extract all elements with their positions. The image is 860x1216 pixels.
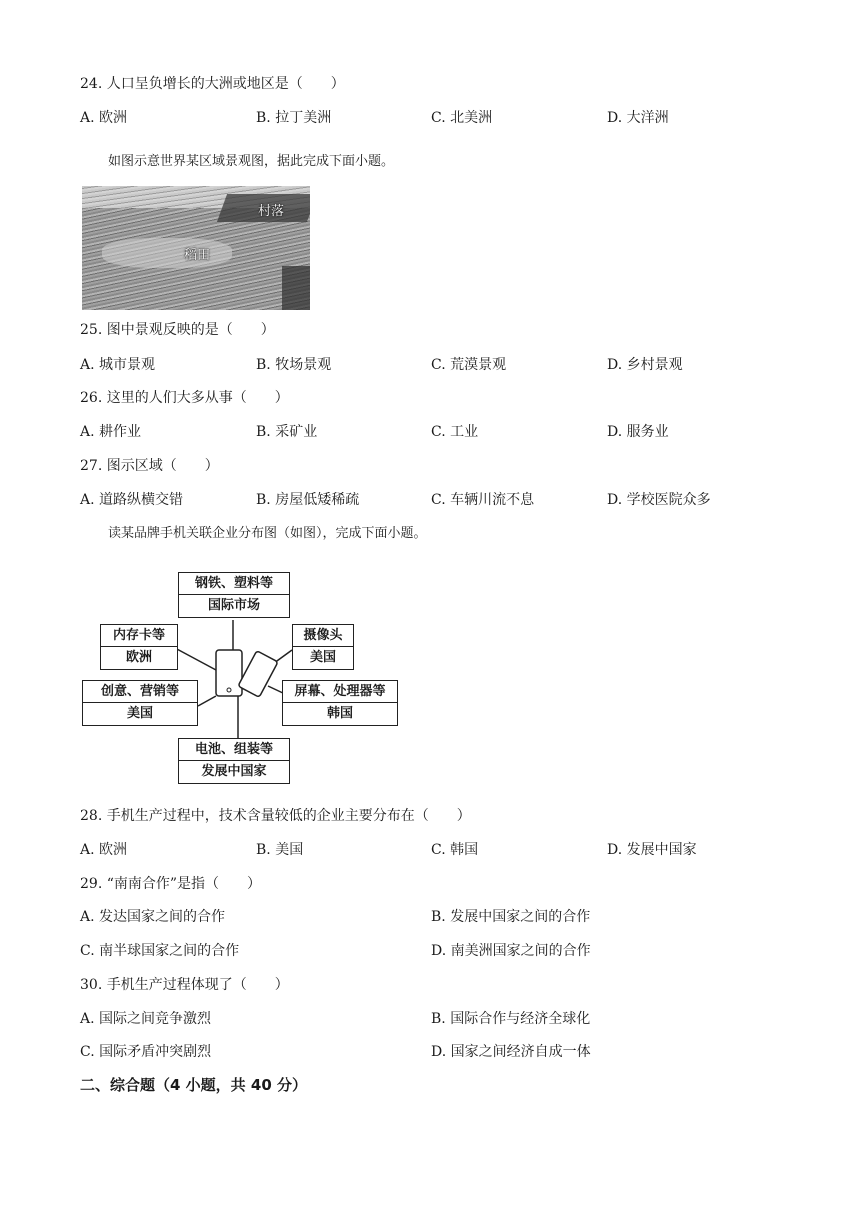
q29-stem: 29. “南南合作”是指（ ） (80, 876, 262, 892)
q28-option-a: A. 欧洲 (80, 842, 128, 858)
q25-option-a: A. 城市景观 (80, 357, 156, 373)
intro-phone-diagram: 读某品牌手机关联企业分布图（如图），完成下面小题。 (108, 526, 427, 541)
q27-option-b: B. 房屋低矮稀疏 (256, 492, 360, 508)
q25-option-c: C. 荒漠景观 (431, 357, 507, 373)
q26-option-b: B. 采矿业 (256, 424, 318, 440)
q28-option-b: B. 美国 (256, 842, 304, 858)
q30-option-a: A. 国际之间竞争激烈 (80, 1011, 212, 1027)
box-steel-plastic: 钢铁、塑料等 国际市场 (178, 572, 290, 618)
q27-option-c: C. 车辆川流不息 (431, 492, 535, 508)
q26-stem: 26. 这里的人们大多从事（ ） (80, 390, 289, 406)
q30-stem: 30. 手机生产过程体现了（ ） (80, 977, 289, 993)
photo-label-village: 村落 (258, 204, 285, 219)
section-heading-comprehensive: 二、综合题（4 小题，共 40 分） (80, 1076, 307, 1094)
q28-option-d: D. 发展中国家 (607, 842, 697, 858)
q25-option-d: D. 乡村景观 (607, 357, 683, 373)
phone-supply-diagram (80, 568, 400, 790)
q30-option-d: D. 国家之间经济自成一体 (431, 1044, 591, 1060)
intro-landscape: 如图示意世界某区域景观图，据此完成下面小题。 (108, 154, 395, 169)
q29-option-d: D. 南美洲国家之间的合作 (431, 943, 591, 959)
q26-option-a: A. 耕作业 (80, 424, 142, 440)
q28-option-c: C. 韩国 (431, 842, 479, 858)
photo-label-field: 稻田 (184, 248, 211, 263)
q24-option-b: B. 拉丁美洲 (256, 110, 332, 126)
photo-field-patch (102, 238, 232, 268)
q25-option-b: B. 牧场景观 (256, 357, 332, 373)
q25-stem: 25. 图中景观反映的是（ ） (80, 322, 275, 338)
q24-option-c: C. 北美洲 (431, 110, 493, 126)
q28-stem: 28. 手机生产过程中，技术含量较低的企业主要分布在（ ） (80, 808, 471, 824)
q26-option-c: C. 工业 (431, 424, 479, 440)
photo-trees-corner (282, 266, 310, 310)
q27-option-a: A. 道路纵横交错 (80, 492, 184, 508)
q27-option-d: D. 学校医院众多 (607, 492, 711, 508)
q27-stem: 27. 图示区域（ ） (80, 458, 219, 474)
q30-option-c: C. 国际矛盾冲突剧烈 (80, 1044, 212, 1060)
box-creative-marketing: 创意、营销等 美国 (82, 680, 198, 726)
box-battery-assembly: 电池、组装等 发展中国家 (178, 738, 290, 784)
phone-tilted-icon (238, 651, 278, 698)
q26-option-d: D. 服务业 (607, 424, 669, 440)
q24-option-a: A. 欧洲 (80, 110, 128, 126)
box-memory-card: 内存卡等 欧洲 (100, 624, 178, 670)
q24-stem: 24. 人口呈负增长的大洲或地区是（ ） (80, 76, 345, 92)
box-camera: 摄像头 美国 (292, 624, 354, 670)
q24-option-d: D. 大洋洲 (607, 110, 669, 126)
landscape-photo (82, 186, 310, 310)
phone-front-icon (216, 650, 242, 696)
q30-option-b: B. 国际合作与经济全球化 (431, 1011, 591, 1027)
q29-option-c: C. 南半球国家之间的合作 (80, 943, 240, 959)
q29-option-b: B. 发展中国家之间的合作 (431, 909, 591, 925)
q29-option-a: A. 发达国家之间的合作 (80, 909, 226, 925)
box-screen-processor: 屏幕、处理器等 韩国 (282, 680, 398, 726)
